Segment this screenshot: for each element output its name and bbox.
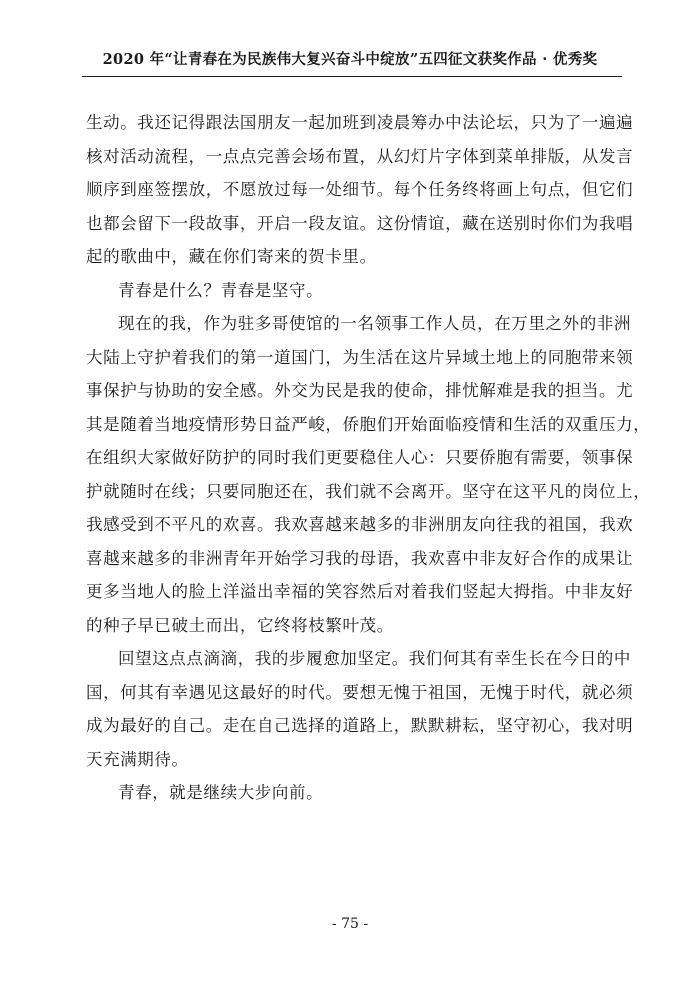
body-line: 回望这点点滴滴，我的步履愈加坚定。我们何其有幸生长在今日的中 xyxy=(118,649,631,668)
body-line: 顺序到座签摆放，不愿放过每一处细节。每个任务终将画上句点，但它们 xyxy=(86,180,634,199)
page-number: - 75 - xyxy=(331,916,369,932)
body-line: 的种子早已破土而出，它终将枝繁叶茂。 xyxy=(86,615,394,635)
body-line: 喜越来越多的非洲青年开始学习我的母语，我欢喜中非友好合作的成果让 xyxy=(86,548,634,568)
body-line: 护就随时在线；只要同胞还在，我们就不会离开。坚守在这平凡的岗位上， xyxy=(86,481,651,501)
body-line: 成为最好的自己。走在自己选择的道路上，默默耕耘，坚守初心，我对明 xyxy=(86,716,634,735)
header-divider xyxy=(82,76,622,77)
body-line: 我感受到不平凡的欢喜。我欢喜越来越多的非洲朋友向往我的祖国，我欢 xyxy=(86,515,634,534)
body-line: 国，何其有幸遇见这最好的时代。要想无愧于祖国，无愧于时代，就必须 xyxy=(86,682,634,702)
body-line: 事保护与协助的安全感。外交为民是我的使命，排忧解难是我的担当。尤 xyxy=(86,381,634,400)
body-line: 在组织大家做好防护的同时我们更要稳住人心：只要侨胞有需要，领事保 xyxy=(86,448,634,467)
body-line: 核对活动流程，一点点完善会场布置，从幻灯片字体到菜单排版，从发言 xyxy=(86,146,634,166)
body-line: 青春，就是继续大步向前。 xyxy=(118,783,324,802)
body-line: 起的歌曲中，藏在你们寄来的贺卡里。 xyxy=(86,247,377,266)
body-line: 更多当地人的脸上洋溢出幸福的笑容然后对着我们竖起大拇指。中非友好 xyxy=(86,582,634,601)
body-line: 青春是什么？青春是坚守。 xyxy=(118,280,324,300)
body-line: 也都会留下一段故事，开启一段友谊。这份情谊，藏在送别时你们为我唱 xyxy=(86,213,634,233)
body-line: 其是随着当地疫情形势日益严峻，侨胞们开始面临疫情和生活的双重压力， xyxy=(86,414,651,434)
body-line: 生动。我还记得跟法国朋友一起加班到凌晨筹办中法论坛，只为了一遍遍 xyxy=(86,113,634,132)
body-line: 大陆上守护着我们的第一道国门，为生活在这片异域土地上的同胞带来领 xyxy=(86,347,634,367)
body-line: 现在的我，作为驻多哥使馆的一名领事工作人员，在万里之外的非洲 xyxy=(118,314,631,333)
body-line: 天充满期待。 xyxy=(86,749,189,769)
essay-body xyxy=(86,106,651,810)
page-header-title: 2020 年“让青春在为民族伟大复兴奋斗中绽放”五四征文获奖作品 · 优秀奖 xyxy=(102,51,598,68)
